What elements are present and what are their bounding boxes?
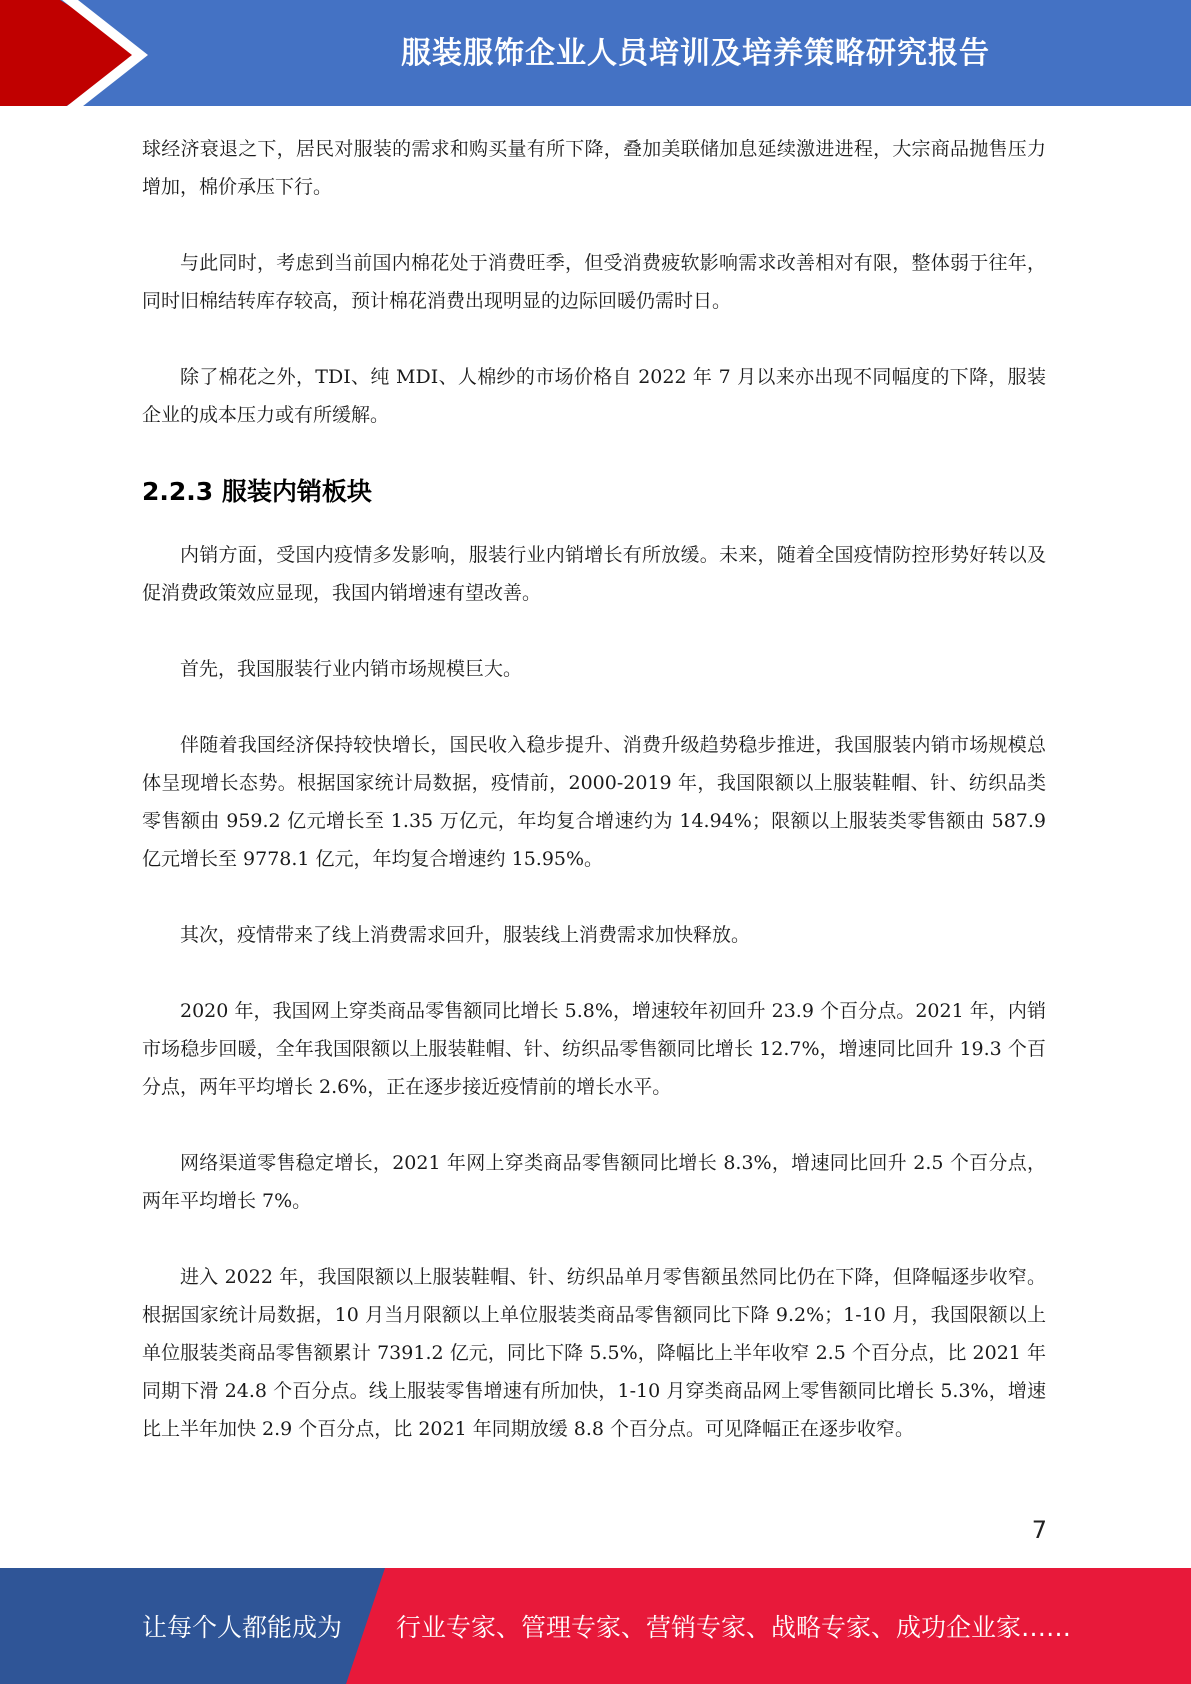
page-header bbox=[0, 0, 1191, 110]
footer-slogan-right: 行业专家、管理专家、营销专家、战略专家、成功企业家…… bbox=[396, 1613, 1072, 1642]
page-footer bbox=[0, 1568, 1191, 1684]
paragraph-raw-material-prices: 除了棉花之外，TDI、纯 MDI、人棉纱的市场价格自 2022 年 7 月以来亦出现不同幅度的下降，服装企业的成本压力或有所缓解。 bbox=[142, 366, 1046, 426]
paragraph-cotton-consumption: 与此同时，考虑到当前国内棉花处于消费旺季，但受消费疲软影响需求改善相对有限，整体弱于往年，同时旧棉结转库存较高，预计棉花消费出现明显的边际回暖仍需时日。 bbox=[142, 252, 1046, 312]
document-body bbox=[142, 130, 1046, 1486]
paragraph-online-channel: 网络渠道零售稳定增长，2021 年网上穿类商品零售额同比增长 8.3%，增速同比回升 2.5 个百分点，两年平均增长 7%。 bbox=[142, 1152, 1046, 1212]
section-heading: 2.2.3 服装内销板块 bbox=[142, 477, 372, 506]
header-red-arrow bbox=[0, 0, 148, 110]
page-number: 7 bbox=[1031, 1516, 1047, 1544]
paragraph-domestic-sales: 内销方面，受国内疫情多发影响，服装行业内销增长有所放缓。未来，随着全国疫情防控形势好转以及促消费政策效应显现，我国内销增速有望改善。 bbox=[142, 544, 1046, 604]
paragraph-cotton-decline: 球经济衰退之下，居民对服装的需求和购买量有所下降，叠加美联储加息延续激进进程，大宗商品抛售压力增加，棉价承压下行。 bbox=[142, 138, 1046, 198]
footer-slogan-left: 让每个人都能成为 bbox=[142, 1613, 343, 1642]
paragraph-market-scale: 首先，我国服装行业内销市场规模巨大。 bbox=[180, 658, 523, 680]
paragraph-2022: 进入 2022 年，我国限额以上服装鞋帽、针、纺织品单月零售额虽然同比仍在下降，但降幅逐步收窄。根据国家统计局数据，10 月当月限额以上单位服装类商品零售额同比下降 9.2%；1-10 月，我国限额以上单位服装类商品零售额累计 7391.2 亿元，同比下降 5.5%，降幅比上半年收窄 2.5 个百分点，比 2021 年同期下滑 24.8 个百分点。线上服装零售增速有所加快，1-10 月穿类商品网上零售额同比增长 5.3%，增速比上半年加快 2.9 个百分点，比 2021 年同期放缓 8.8 个百分点。可见降幅正在逐步收窄。 bbox=[142, 1266, 1046, 1440]
paragraph-2020-2021: 2020 年，我国网上穿类商品零售额同比增长 5.8%，增速较年初回升 23.9 个百分点。2021 年，内销市场稳步回暖，全年我国限额以上服装鞋帽、针、纺织品零售额同比增长 12.7%，增速同比回升 19.3 个百分点，两年平均增长 2.6%，正在逐步接近疫情前的增长水平。 bbox=[142, 1000, 1046, 1098]
paragraph-online-demand: 其次，疫情带来了线上消费需求回升，服装线上消费需求加快释放。 bbox=[180, 924, 751, 946]
report-title: 服装服饰企业人员培训及培养策略研究报告 bbox=[401, 36, 990, 71]
paragraph-growth-stats: 伴随着我国经济保持较快增长，国民收入稳步提升、消费升级趋势稳步推进，我国服装内销市场规模总体呈现增长态势。根据国家统计局数据，疫情前，2000-2019 年，我国限额以上服装鞋帽、针、纺织品类零售额由 959.2 亿元增长至 1.35 万亿元，年均复合增速约为 14.94%；限额以上服装类零售额由 587.9 亿元增长至 9778.1 亿元，年均复合增速约 15.95%。 bbox=[142, 734, 1046, 870]
header-bottom-line bbox=[0, 106, 1191, 110]
